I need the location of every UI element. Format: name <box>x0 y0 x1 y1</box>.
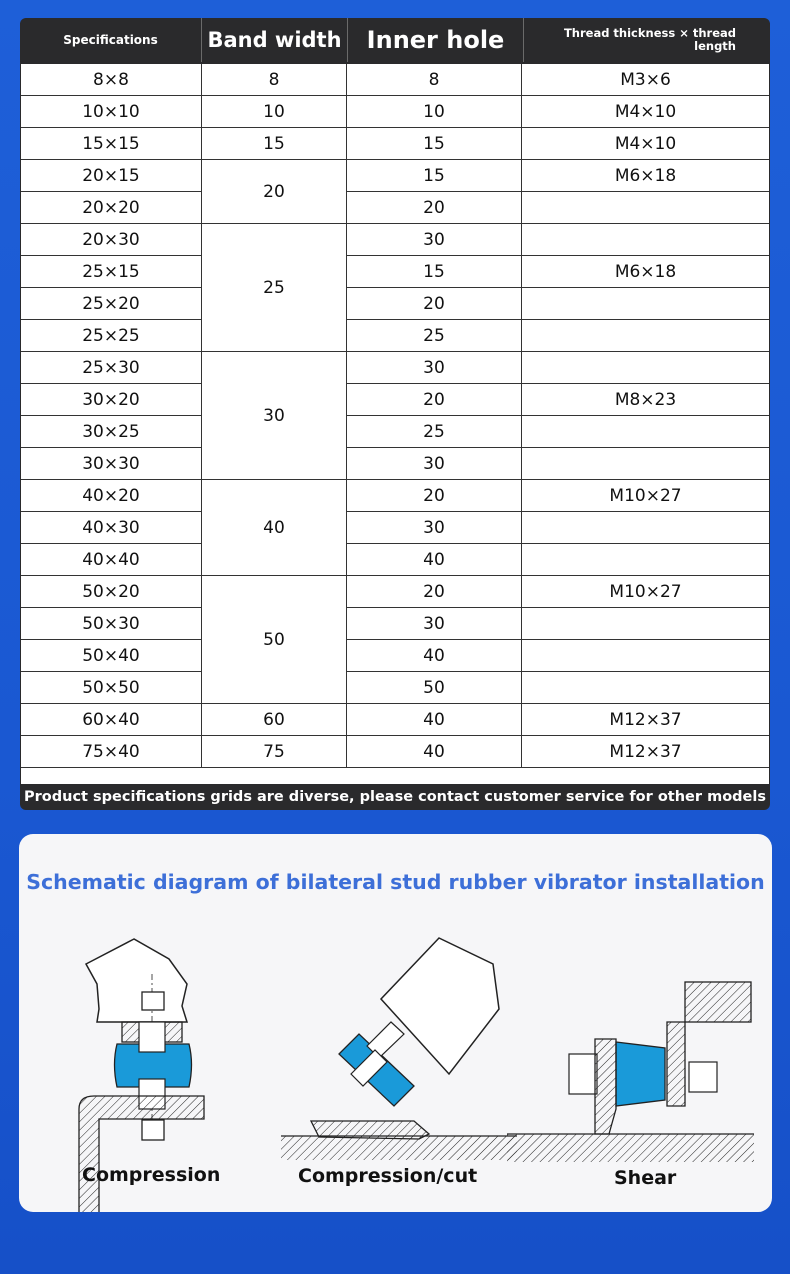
spec-cell: 30×30 <box>21 448 202 480</box>
thread-cell <box>522 672 769 704</box>
rubber-block-shear <box>616 1042 665 1106</box>
band-width-cell: 8 <box>202 64 347 96</box>
installation-diagrams <box>19 834 772 1212</box>
thread-cell: M12×37 <box>522 704 769 736</box>
spec-cell: 25×30 <box>21 352 202 384</box>
spec-cell: 30×25 <box>21 416 202 448</box>
spec-cell: 60×40 <box>21 704 202 736</box>
thread-cell: M12×37 <box>522 736 769 768</box>
thread-cell <box>522 320 769 352</box>
inner-hole-cell: 8 <box>347 64 522 96</box>
inner-hole-cell: 30 <box>347 448 522 480</box>
thread-cell <box>522 640 769 672</box>
inner-hole-cell: 30 <box>347 224 522 256</box>
left-angle-bracket <box>595 1039 616 1134</box>
spec-cell: 40×40 <box>21 544 202 576</box>
inner-hole-cell: 15 <box>347 256 522 288</box>
spec-cell: 10×10 <box>21 96 202 128</box>
thread-cell: M10×27 <box>522 480 769 512</box>
band-width-cell: 60 <box>202 704 347 736</box>
thread-cell <box>522 224 769 256</box>
thread-cell <box>522 416 769 448</box>
header-thread-line2: length <box>694 39 736 53</box>
caption-shear: Shear <box>614 1167 677 1189</box>
lower-bracket <box>79 1096 204 1212</box>
thread-cell <box>522 448 769 480</box>
spec-cell: 20×30 <box>21 224 202 256</box>
spec-cell: 15×15 <box>21 128 202 160</box>
thread-cell <box>522 544 769 576</box>
spec-cell: 25×20 <box>21 288 202 320</box>
spec-cell: 50×40 <box>21 640 202 672</box>
left-nut <box>569 1054 597 1094</box>
table-footer-note: Product specifications grids are diverse, please contact customer service for other models <box>24 789 766 805</box>
thread-cell <box>522 192 769 224</box>
inner-hole-cell: 15 <box>347 160 522 192</box>
thread-cell: M6×18 <box>522 256 769 288</box>
inner-hole-cell: 25 <box>347 320 522 352</box>
angled-bracket <box>381 938 499 1074</box>
header-thread-line1: Thread thickness × thread <box>563 26 736 40</box>
inner-hole-cell: 25 <box>347 416 522 448</box>
spec-cell: 40×20 <box>21 480 202 512</box>
installation-diagram-card <box>19 834 772 1212</box>
bottom-nut <box>142 1120 164 1140</box>
spec-cell: 25×25 <box>21 320 202 352</box>
inner-hole-cell: 40 <box>347 640 522 672</box>
spec-cell: 50×20 <box>21 576 202 608</box>
diagram-title: Schematic diagram of bilateral stud rubber vibrator installation <box>26 870 765 894</box>
inner-hole-cell: 20 <box>347 192 522 224</box>
thread-cell <box>522 608 769 640</box>
band-width-cell: 30 <box>202 352 347 480</box>
caption-compression-cut: Compression/cut <box>298 1165 478 1187</box>
inner-hole-cell: 20 <box>347 384 522 416</box>
inner-hole-cell: 40 <box>347 704 522 736</box>
band-width-cell: 15 <box>202 128 347 160</box>
spec-cell: 75×40 <box>21 736 202 768</box>
table-body <box>21 64 769 784</box>
inner-hole-cell: 30 <box>347 352 522 384</box>
header-band-width: Band width <box>202 18 348 62</box>
inner-hole-cell: 50 <box>347 672 522 704</box>
caption-compression: Compression <box>82 1164 221 1186</box>
header-specifications: Specifications <box>20 18 202 62</box>
header-thread <box>524 18 770 62</box>
spec-cell: 25×15 <box>21 256 202 288</box>
band-width-cell: 25 <box>202 224 347 352</box>
shear-diagram <box>507 982 754 1162</box>
thread-cell: M8×23 <box>522 384 769 416</box>
inner-hole-cell: 15 <box>347 128 522 160</box>
spec-cell: 20×15 <box>21 160 202 192</box>
thread-cell <box>522 288 769 320</box>
inner-hole-cell: 40 <box>347 544 522 576</box>
thread-cell <box>522 352 769 384</box>
band-width-cell: 40 <box>202 480 347 576</box>
spec-table <box>20 18 770 810</box>
inner-hole-cell: 20 <box>347 576 522 608</box>
top-nut <box>142 992 164 1010</box>
right-nut <box>689 1062 717 1092</box>
inner-hole-cell: 30 <box>347 512 522 544</box>
thread-cell: M4×10 <box>522 128 769 160</box>
ground-hatch-2 <box>281 1136 517 1160</box>
band-width-cell: 50 <box>202 576 347 704</box>
spec-cell: 40×30 <box>21 512 202 544</box>
compression-cut-diagram <box>281 938 517 1160</box>
thread-cell: M10×27 <box>522 576 769 608</box>
upper-bracket <box>86 939 187 1022</box>
inner-hole-cell: 10 <box>347 96 522 128</box>
spec-cell: 50×30 <box>21 608 202 640</box>
ground-hatch-3 <box>507 1134 754 1162</box>
inner-hole-cell: 20 <box>347 480 522 512</box>
thread-cell: M4×10 <box>522 96 769 128</box>
band-width-cell: 75 <box>202 736 347 768</box>
inner-hole-cell: 30 <box>347 608 522 640</box>
inner-hole-cell: 40 <box>347 736 522 768</box>
table-header <box>20 18 770 62</box>
right-angle-bracket <box>667 1022 685 1106</box>
band-width-cell: 20 <box>202 160 347 224</box>
spec-cell: 20×20 <box>21 192 202 224</box>
header-inner-hole: Inner hole <box>348 18 524 62</box>
inner-hole-cell: 20 <box>347 288 522 320</box>
spec-cell: 50×50 <box>21 672 202 704</box>
band-width-cell: 10 <box>202 96 347 128</box>
thread-cell <box>522 512 769 544</box>
spec-cell: 30×20 <box>21 384 202 416</box>
thread-cell: M3×6 <box>522 64 769 96</box>
top-wall <box>685 982 751 1022</box>
spec-cell: 8×8 <box>21 64 202 96</box>
thread-cell: M6×18 <box>522 160 769 192</box>
top-stud <box>139 1022 165 1052</box>
